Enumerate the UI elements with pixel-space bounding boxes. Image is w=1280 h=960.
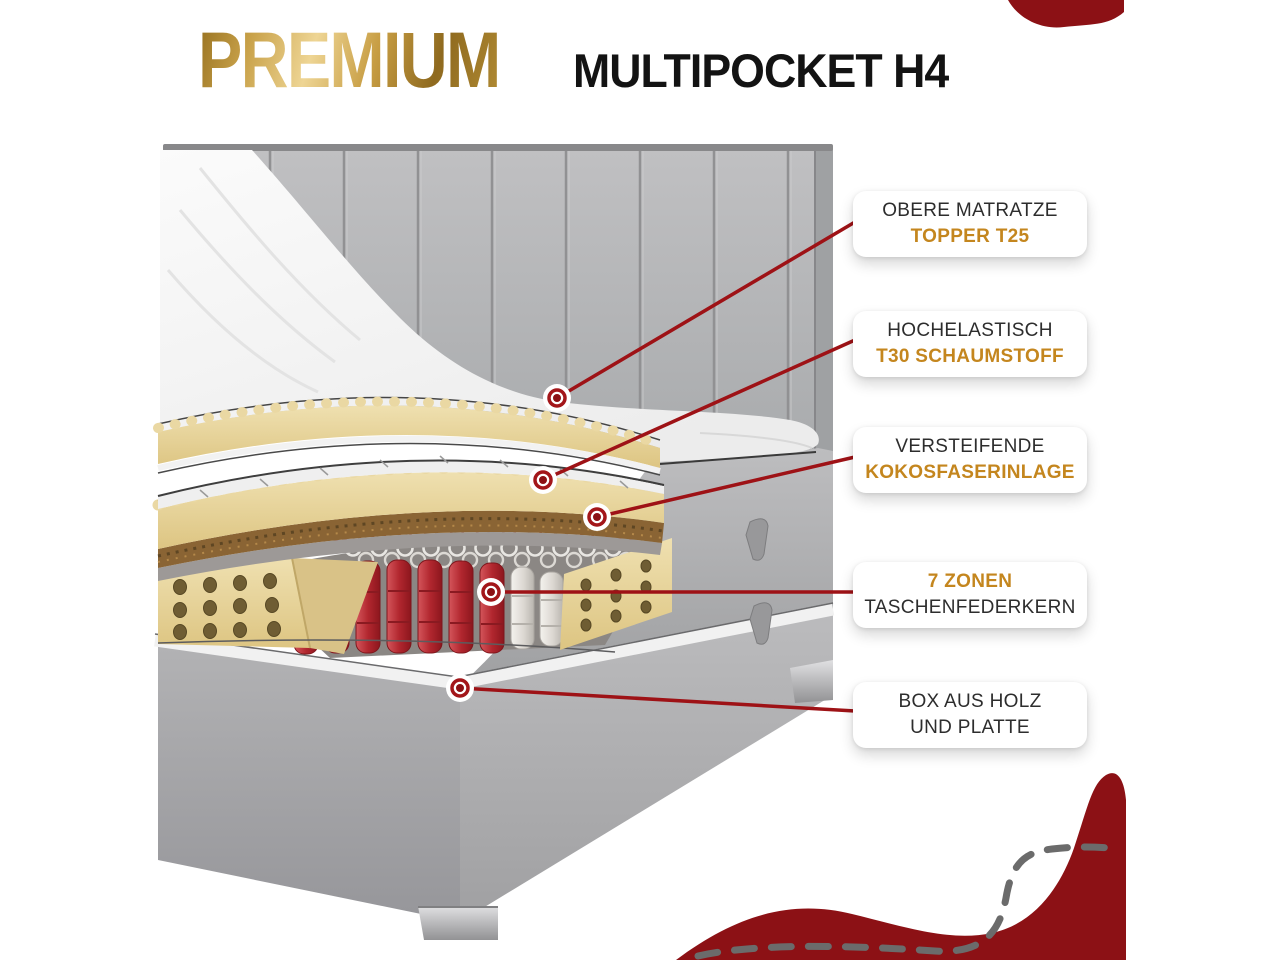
corner-blob-top-right [1008, 0, 1124, 27]
headboard-top-edge [163, 144, 833, 151]
callout-line: TASCHENFEDERKERN [864, 597, 1076, 618]
marker-topper [543, 384, 571, 412]
callout-card-springs [853, 562, 1087, 628]
corner-blob-bottom-right [676, 773, 1126, 960]
callout-line: KOKOSFASERINLAGE [865, 462, 1075, 483]
marker-coco [583, 503, 611, 531]
brand-title: PREMIUM [198, 15, 500, 104]
marker-springs [477, 578, 505, 606]
callout-line: TOPPER T25 [910, 226, 1030, 247]
marker-box [446, 674, 474, 702]
callout-line: T30 SCHAUMSTOFF [876, 346, 1064, 367]
callout-line: UND PLATTE [910, 717, 1030, 738]
bed-leg-front [418, 906, 498, 940]
callout-card-coco [853, 427, 1087, 493]
callout-line: OBERE MATRATZE [882, 200, 1058, 221]
callout-card-box [853, 682, 1087, 748]
callout-card-foam [853, 311, 1087, 377]
model-title: MULTIPOCKET H4 [573, 44, 949, 97]
page-title [198, 15, 968, 104]
callout-line: VERSTEIFENDE [895, 436, 1045, 457]
marker-foam [529, 466, 557, 494]
callout-line: 7 ZONEN [927, 571, 1013, 592]
callout-line: HOCHELASTISCH [887, 320, 1053, 341]
callout-card-topper [853, 191, 1087, 257]
callout-line: BOX AUS HOLZ [898, 691, 1042, 712]
